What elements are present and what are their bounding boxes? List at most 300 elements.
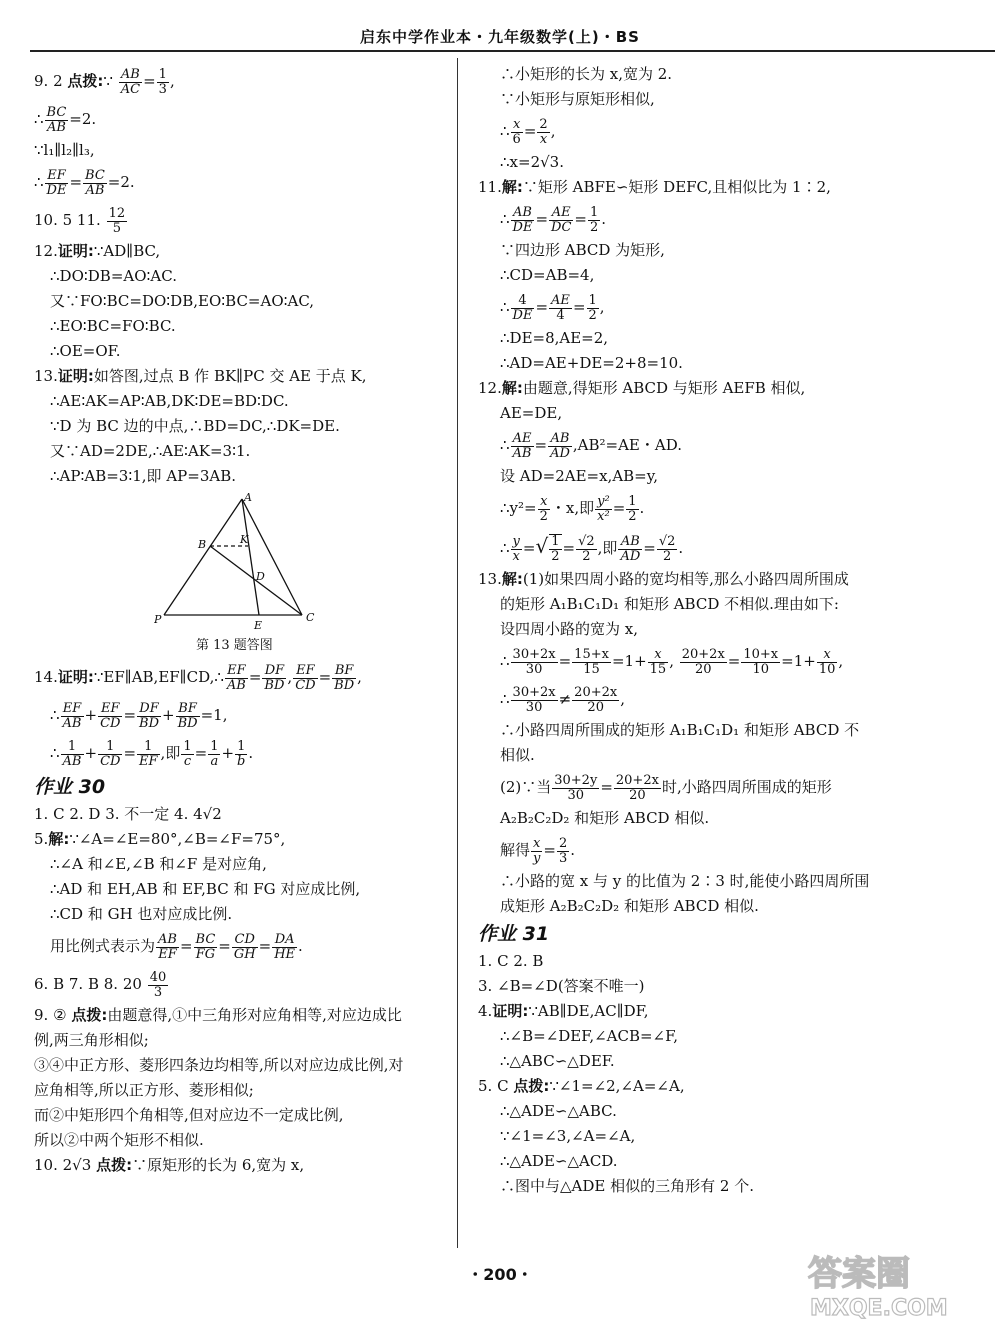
num: x [817,648,838,663]
s31-l2: 3. ∠B=∠D(答案不唯一) [478,977,645,995]
num: 1 [590,204,599,220]
label-p: P [154,613,162,626]
sqrt-sign: √ [535,534,549,558]
q10-11-line [34,201,444,239]
tag: 解: [48,830,70,848]
watermark-top: 答案圈 [808,1254,910,1294]
pre: ∴ [34,173,44,191]
side-ap [164,499,242,615]
num: 10. 2√3 [34,1156,92,1174]
fraction [45,106,69,135]
tag: 证明: [57,242,94,260]
eq: = [218,937,231,955]
ne: ≠ [558,690,572,708]
text: ∵AD∥BC, [93,242,161,260]
q11-l6: ∴AD=AE+DE=2+8=10. [500,354,683,372]
fraction [61,702,84,731]
post: ,AB²=AE・AD. [572,436,682,454]
page-header: 启东中学作业本・九年级数学(上)・BS [360,28,640,46]
eq: = [535,298,549,316]
q9-r3 [34,163,444,201]
fraction [576,535,597,564]
num: 13. [478,570,502,588]
text: (1)如果四周小路的宽均相等,那么小路四周所围成 [522,570,849,588]
num: EF [45,169,69,184]
q9-pre: ∵ [103,72,113,90]
eq: = [258,937,272,955]
pre: ∴ [500,122,510,140]
den: 3 [158,81,167,97]
s30-q9-l2: ③④中正方形、菱形四条边均相等,所以对应边成比例,对 [34,1056,404,1074]
label-c: C [306,611,315,624]
den: CD [295,677,316,693]
den: 10 [752,661,770,677]
q9-r2: ∵l₁∥l₂∥l₃, [34,141,95,159]
q12r-l1: AE=DE, [500,404,563,422]
q13-l3: 又∵AD=2DE,∴AE∶AK=3∶1. [50,442,251,460]
fraction [332,664,356,693]
num: y [512,533,520,549]
den: DE [46,182,67,198]
num: 5. [34,830,49,848]
fraction [45,169,69,198]
q12-line [34,239,444,264]
num: 1 [137,740,160,755]
fraction [817,648,838,677]
pre: ∴ [500,210,510,228]
s30-l1: 1. C 2. D 3. 不一定 4. 4√2 [34,805,222,823]
eq: = [123,744,137,762]
q11-l3: ∴CD=AB=4, [500,266,595,284]
den: AB [62,715,82,731]
plus: + [162,706,175,724]
header-rule [30,50,995,52]
num: 15+x [574,646,609,662]
fraction [137,702,161,731]
q14-r1: ∴ $\frac{EF}{AB}$ + $\frac{EF}{CD}$ = $\frac{DF}{BD}$ + $\frac{BF}{BD}$ =1, [50,700,228,731]
q9-tag: 点拨: [67,72,104,90]
q14-r2: ∴ $\frac{1}{AB}$ + $\frac{1}{CD}$ = $\frac{1}{EF}$ ,即 $\frac{1}{c}$ = $\frac{1}{a}$ + $\frac{1}{b}$ . [50,738,254,769]
eq: = [727,652,741,670]
den: DE [512,307,533,323]
fraction [208,740,220,769]
num: 5. C [478,1077,509,1095]
den: 3 [153,984,163,1000]
text: 如答图,过点 B 作 BK∥PC 交 AE 于点 K, [93,367,367,385]
q12r-l2 [478,426,968,464]
post: =2. [107,173,135,191]
fraction [194,933,218,962]
plus: + [84,706,98,724]
num: BF [332,664,356,679]
den: x [539,131,548,147]
num: EF [293,664,317,679]
num: 10+x [743,646,779,662]
num: 20+2x [681,646,725,662]
den: GH [233,946,256,962]
q13r-l2: 设四周小路的宽为 x, [500,620,638,638]
fraction [549,534,561,564]
num: x [531,837,542,852]
q12-l1: ∴DO∶DB=AO∶AC. [50,267,177,285]
num: AB [119,68,142,83]
q12r-line [478,376,968,401]
num: 1 [98,740,122,755]
num: DF [137,702,161,717]
den: 2 [628,508,637,524]
num: 2 [558,835,568,851]
q11-l1 [478,200,968,238]
den: x [512,548,520,564]
eq: = [543,841,556,859]
post: , [599,298,605,316]
tag: 证明: [57,668,94,686]
s30-q5-l1: ∴∠A 和∠E,∠B 和∠F 是对应角, [50,855,267,873]
den: AB [85,182,105,198]
q13r-line [478,567,968,592]
fraction [235,740,247,769]
eq: = [572,298,586,316]
eq: = [562,539,576,557]
q13-l1: ∴AE∶AK=AP∶AB,DK∶DE=BD∶DC. [50,392,289,410]
fraction [549,206,573,235]
den: 2 [662,548,672,564]
fraction [531,837,542,866]
watermark-bottom: MXQE.COM [810,1296,948,1320]
s30-q5-l3: ∴CD 和 GH 也对应成比例. [50,905,233,923]
den: 4 [556,307,565,323]
num: 1 [588,292,597,308]
fraction [549,294,572,323]
eq: = [194,744,208,762]
fraction [552,774,599,803]
den: 3 [558,850,568,866]
den: CD [100,753,121,769]
figure-caption: 第 13 题答图 [196,638,273,653]
label-a: A [244,493,252,504]
den: 2 [582,548,591,564]
num: 4. [478,1002,493,1020]
den: 5 [112,220,121,236]
section-title-30: 作业 30 [34,776,106,798]
num: AE [511,432,534,447]
fraction [572,686,619,715]
num: AB [618,535,642,550]
s30-q5-l4: 用比例式表示为 $\frac{AB}{EF}$ = $\frac{BC}{FG}$ = $\frac{CD}{GH}$ = $\frac{DA}{HE}$ . [50,931,303,962]
den: c [183,753,192,769]
mid: ,即 [597,539,618,557]
fraction [176,702,200,731]
num: 13. [34,367,58,385]
post: . [570,841,576,859]
den: 2 [551,549,560,564]
num: y² [597,493,610,509]
fraction [614,774,661,803]
post: , [620,690,625,708]
q12-l3: ∴EO∶BC=FO∶BC. [50,317,176,335]
eq: = [643,539,656,557]
fraction [98,702,122,731]
num: CD [232,933,258,948]
den: 20 [694,661,712,677]
den: BD [264,677,285,693]
fraction [148,971,169,1000]
fraction [511,686,558,715]
den: 2 [590,219,599,235]
den: DC [551,219,572,235]
pre: ∴ [500,652,510,670]
q12r-l4 [478,489,968,527]
num: AE [549,206,573,221]
tag: 解: [501,570,523,588]
q9-number: 9. 2 [34,72,63,90]
num: x [511,118,523,133]
fraction [741,648,780,677]
fraction [680,648,727,677]
s30-q9-l4: 而②中矩形四个角相等,但对应边不一定成比例, [34,1106,344,1124]
den: 6 [512,131,521,147]
eq: = [534,436,548,454]
eq: = [248,668,262,686]
num: 30+2y [554,772,598,788]
den: 2 [588,307,597,323]
q12r-l5 [478,527,968,567]
text: ∵EF∥AB,EF∥CD,∴ [93,668,224,686]
label-k: K [240,533,249,546]
fraction [98,740,122,769]
num: AE [551,292,570,308]
page-number: ・200・ [467,1265,533,1284]
pre: ∴ [34,110,44,128]
mid: ,即 [160,744,181,762]
pre: ∴ [50,744,60,762]
s31-l1: 1. C 2. B [478,952,544,970]
q12-l4: ∴OE=OF. [50,342,121,360]
tag: 点拨: [513,1077,550,1095]
eq: = [523,122,537,140]
num: AB [511,206,535,221]
den: 30 [525,661,543,677]
eq: = [558,652,572,670]
s30-q678 [34,965,444,1003]
fraction [61,740,84,769]
eq: = [612,499,626,517]
text: ∵∠A=∠E=80°,∠B=∠F=75°, [69,830,286,848]
fraction [181,740,193,769]
text: ∵∠1=∠2,∠A=∠A, [549,1077,685,1095]
pre: (2)∵当 [500,778,552,796]
fraction [557,837,569,866]
den: AB [512,445,532,461]
pre: ∴ [500,298,510,316]
den: EF [158,946,177,962]
fraction [511,432,534,461]
den: 15 [583,661,600,677]
s30-q5 [34,827,444,852]
fraction [232,933,258,962]
plus: + [84,744,98,762]
mid: ・x,即 [550,499,595,517]
q13-l2: ∵D 为 BC 边的中点,∴BD=DC,∴DK=DE. [50,417,340,435]
num: AB [158,931,177,947]
section-title-31: 作业 31 [478,923,550,945]
eq: = [123,706,137,724]
fraction [572,648,611,677]
num: 4 [511,294,535,309]
num: 12. [478,379,502,397]
fraction [156,933,179,962]
post: . [678,539,684,557]
s31-q4 [478,999,968,1024]
num: 1 [551,534,560,549]
den: AD [620,548,641,564]
fraction [626,495,638,524]
eq: =1+ [781,652,816,670]
column-divider [457,58,458,1248]
den: BD [139,715,160,731]
q13-line [34,364,444,389]
fraction [588,206,600,235]
fraction [538,495,550,524]
fraction [657,535,678,564]
pre: ∴ [500,436,510,454]
fraction [511,535,522,564]
pre: ∴y²= [500,499,537,517]
num: EF [225,664,248,679]
s30-q9 [34,1003,444,1028]
pre: ∴ [500,690,510,708]
num: 11. [478,178,502,196]
num: √2 [578,533,595,549]
num: 30+2x [512,684,556,700]
den: 20 [629,787,646,803]
q12r-l3: 设 AD=2AE=x,AB=y, [500,467,658,485]
den: 30 [525,699,543,715]
den: DE [512,219,533,235]
watermark-logo [800,1245,990,1320]
num: BF [176,702,200,717]
q9-line: 9. 2 点拨:∵ $\frac{AB}{AC}$ = $\frac{1}{3}$ , [34,66,175,97]
fraction [293,664,317,693]
q13r-l10: ∴小路的宽 x 与 y 的比值为 2∶3 时,能使小路四周所围 [500,872,870,890]
s31-q5-l1: ∴△ADE∽△ABC. [500,1102,617,1120]
post: =2. [69,110,97,128]
q9-r1 [34,100,444,138]
den: b [237,753,246,769]
num: 20+2x [574,684,618,700]
pre: 用比例式表示为 [50,937,156,955]
text: 6. B 7. B 8. 20 [34,975,142,993]
num: √2 [658,533,676,549]
label-b: B [198,538,207,551]
q12-l2: 又∵FO∶BC=DO∶DB,EO∶BC=AO∶AC, [50,292,315,310]
den: AB [226,677,246,693]
fraction [537,118,549,147]
fraction [511,648,558,677]
num: 1 [158,66,167,82]
text: 由题意,得矩形 ABCD 与矩形 AEFB 相似, [522,379,806,397]
pre: 解得 [500,841,531,859]
q11-l4 [478,288,968,326]
num: 1 [235,740,247,755]
label-d: D [256,570,265,583]
tag: 证明: [492,1002,529,1020]
fraction [157,68,169,97]
eq: = [143,72,156,90]
eq: = [574,210,587,228]
fraction [595,495,612,524]
num: BC [85,167,105,183]
num: AB [548,432,572,447]
den: 15 [649,661,667,677]
eq: =1+ [611,652,647,670]
q13r-l9 [478,831,968,869]
eq: = [179,937,193,955]
fraction [137,740,160,769]
den: x² [597,508,610,524]
s30-q5-l2: ∴AD 和 EH,AB 和 EF,BC 和 FG 对应成比例, [50,880,361,898]
den: 10 [818,661,836,677]
s30-q10 [34,1153,444,1178]
num: 1 [210,738,219,754]
s31-q5 [478,1074,968,1099]
num: 9. ② [34,1006,67,1024]
q11-l5: ∴DE=8,AE=2, [500,329,609,347]
post: . [639,499,645,517]
den: BD [334,677,355,693]
r-l3 [478,112,968,150]
fraction [272,933,297,962]
den: AB [46,119,66,135]
tag: 解: [501,178,523,196]
q13r-l6: 相似. [500,746,535,764]
r-l4: ∴x=2√3. [500,153,564,171]
s31-q5-l3: ∴△ADE∽△ACD. [500,1152,618,1170]
eq: = [522,539,536,557]
q14-line: 14.证明:∵EF∥AB,EF∥CD,∴ $\frac{EF}{AB}$ = $\frac{DF}{BD}$ , $\frac{EF}{CD}$ = $\frac{BF}{BD}$ , [34,662,362,693]
num: EF [98,702,122,717]
fraction [618,535,642,564]
pre: ∴ [50,706,60,724]
num: x [538,495,550,510]
num: 20+2x [615,772,659,788]
eq: = [69,173,83,191]
eq: = [318,668,332,686]
eq: = [535,210,549,228]
num: 2 [539,116,548,132]
s31-q4-l2: ∴△ABC∽△DEF. [500,1052,615,1070]
den: EF [139,753,158,769]
plus: + [221,744,235,762]
q13r-l5: ∴小路四周所围成的矩形 A₁B₁C₁D₁ 和矩形 ABCD 不 [500,721,860,739]
fraction [107,207,128,236]
text: ∵矩形 ABFE∽矩形 DEFC,且相似比为 1∶2, [522,178,831,196]
text: ∵AB∥DE,AC∥DF, [528,1002,649,1020]
pre: ∴ [500,539,510,557]
fraction [262,664,286,693]
post: , [550,122,556,140]
den: AB [62,753,82,769]
num: DF [262,664,286,679]
den: HE [274,946,296,962]
fraction [83,169,107,198]
q13-l4: ∴AP∶AB=3∶1,即 AP=3AB. [50,467,236,485]
fraction [548,432,572,461]
label-e: E [254,619,263,632]
r-l2: ∵小矩形与原矩形相似, [500,90,655,108]
right-column [478,62,968,1199]
den: FG [195,946,216,962]
